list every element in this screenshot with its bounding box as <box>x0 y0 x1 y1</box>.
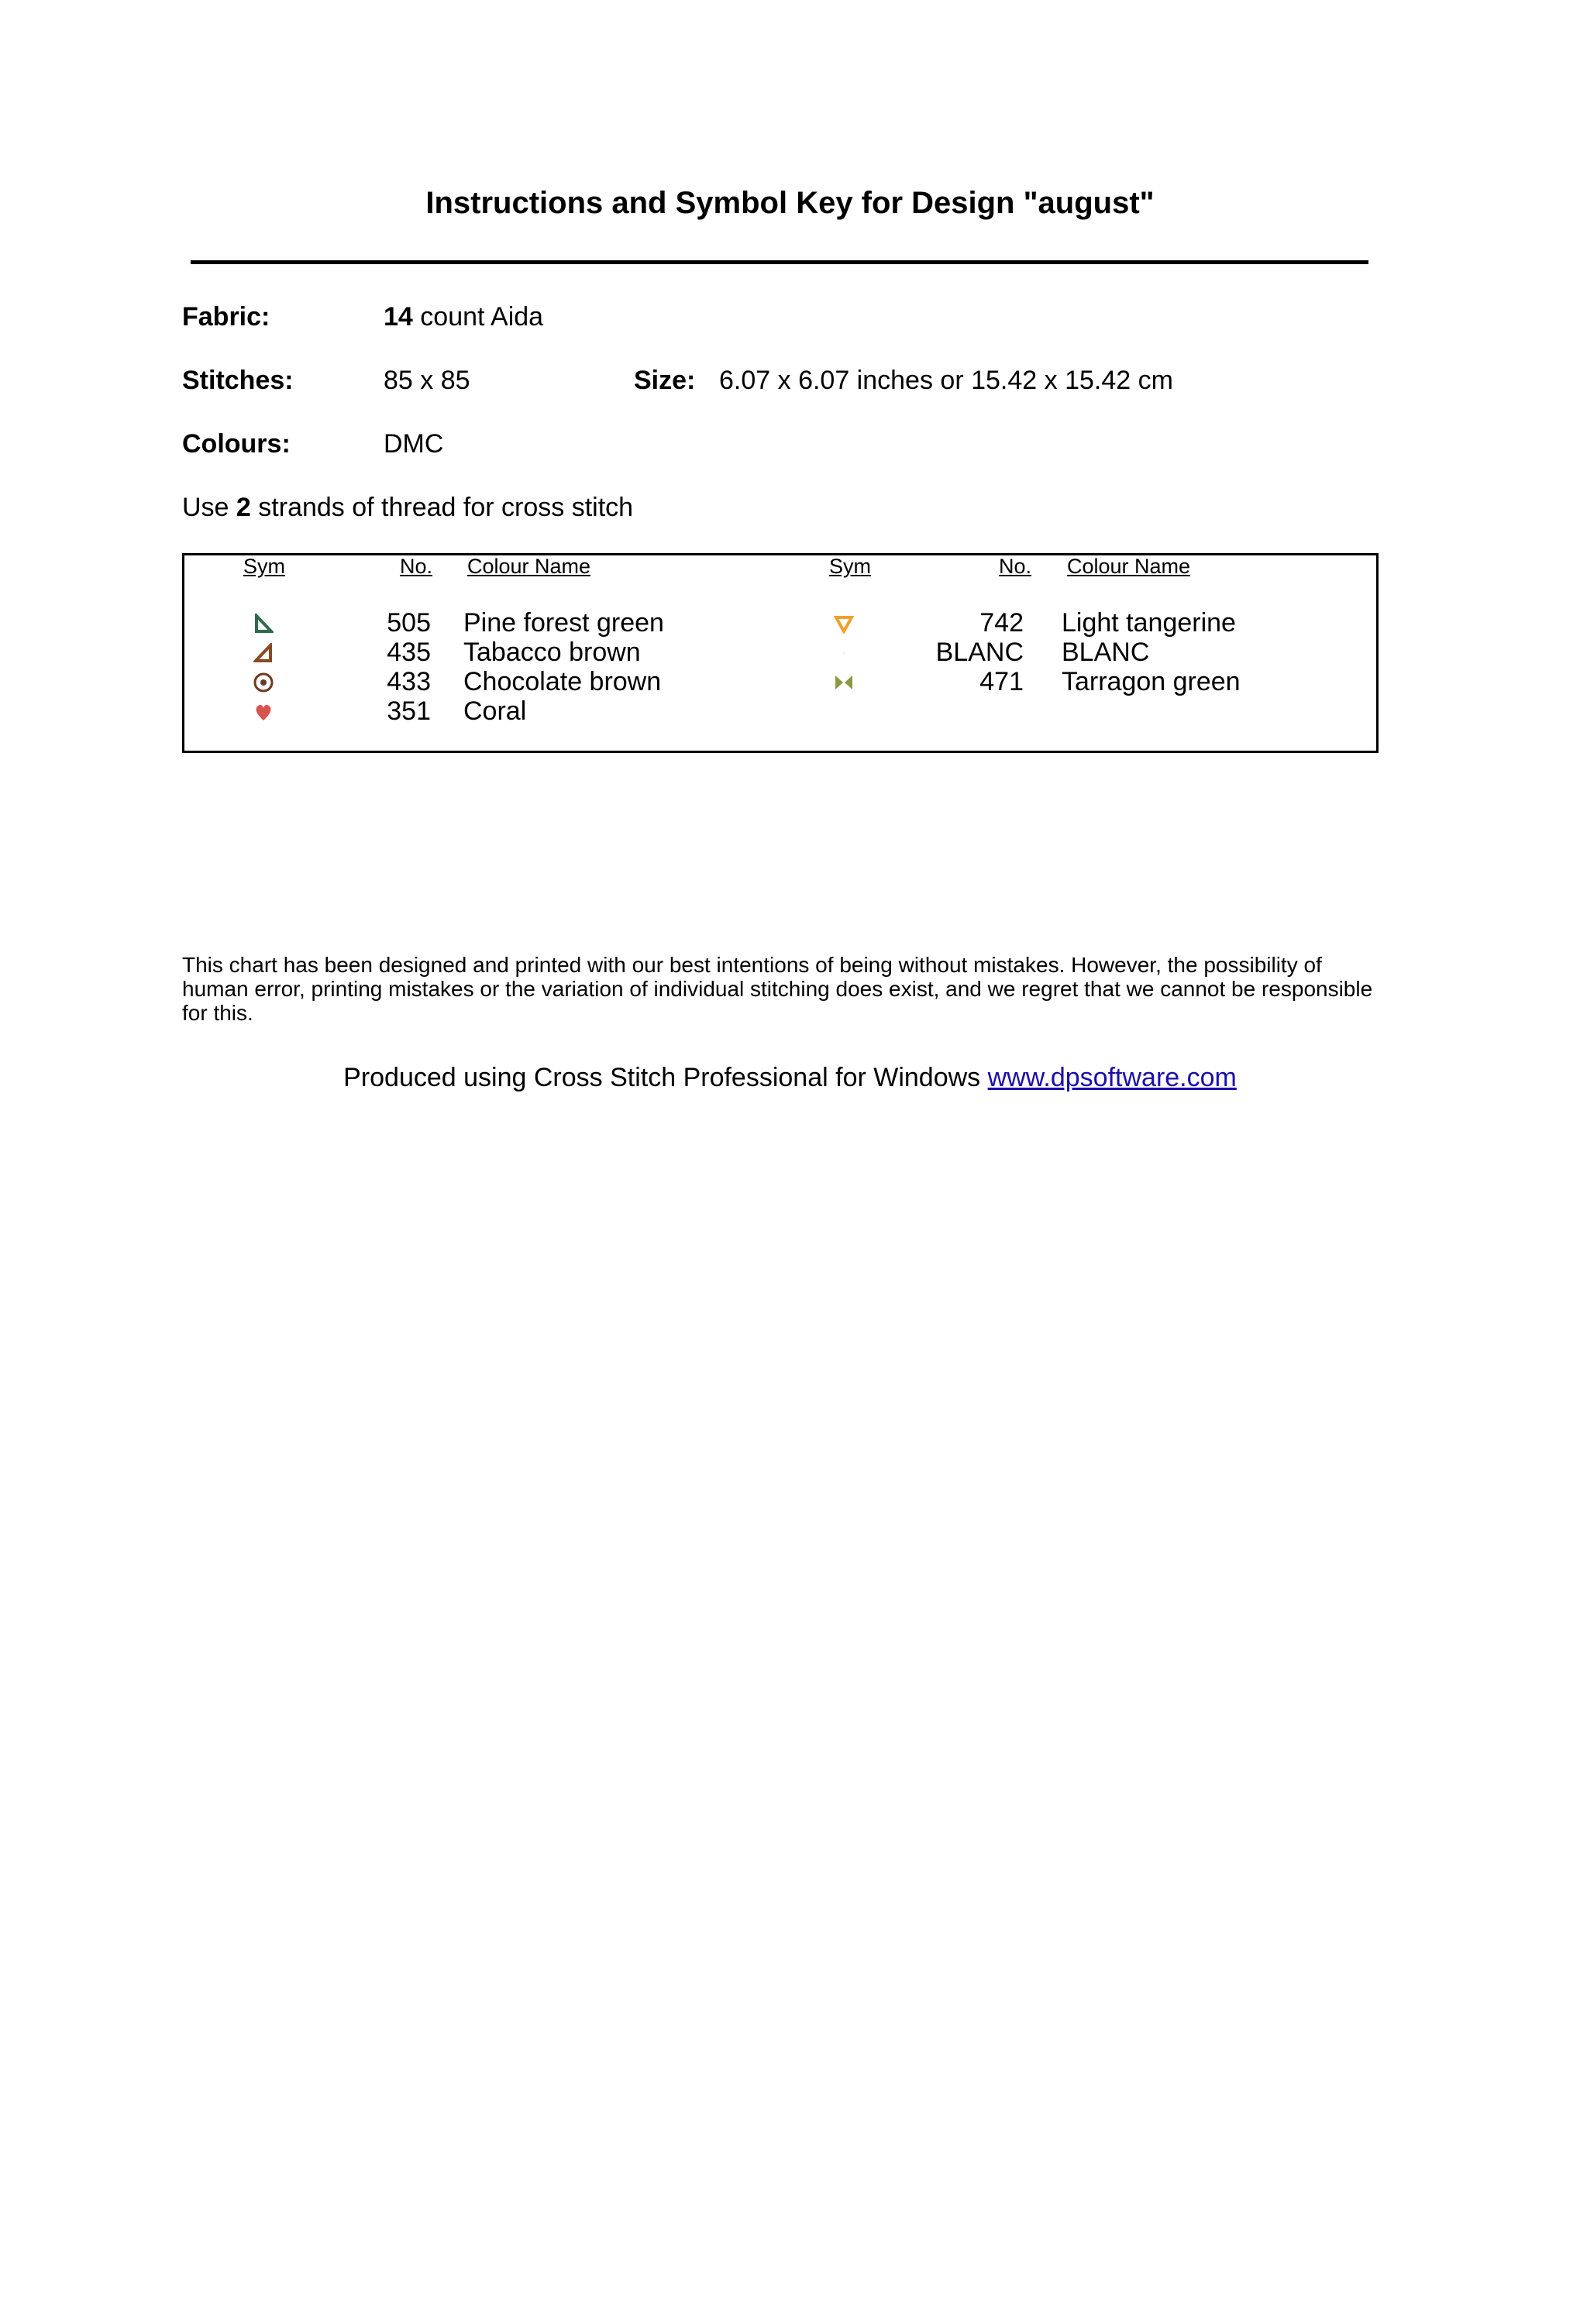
key-row-no: 351 <box>387 696 431 726</box>
bowtie-icon <box>831 669 857 696</box>
page-title: Instructions and Symbol Key for Design "august" <box>425 186 1155 220</box>
strands-prefix: Use <box>182 493 229 522</box>
strands-instruction <box>182 493 633 523</box>
key-row-name: Light tangerine <box>1062 608 1236 638</box>
key-row-no: 433 <box>387 667 431 696</box>
stitches-label: Stitches: <box>182 366 294 395</box>
fabric-label: Fabric: <box>182 302 270 332</box>
header-sym-left: Sym <box>243 555 285 578</box>
key-row-name: Pine forest green <box>463 608 664 638</box>
key-row-no: 471 <box>979 667 1024 696</box>
footer-text: Produced using Cross Stitch Professional for Windows <box>343 1063 981 1092</box>
down-triangle-icon <box>831 610 857 637</box>
header-name-left: Colour Name <box>467 555 591 578</box>
header-no-right: No. <box>999 555 1032 578</box>
disclaimer-text: This chart has been designed and printed with our best intentions of being without mistakes. However, the possibility of human error, printing mistakes or the variation of individual stitching does exist, and we regret that we cannot be responsible for this. <box>182 953 1373 1025</box>
title-divider <box>191 260 1368 264</box>
stitches-value: 85 x 85 <box>384 366 470 395</box>
colours-label: Colours: <box>182 429 291 459</box>
size-value: 6.07 x 6.07 inches or 15.42 x 15.42 cm <box>719 366 1173 395</box>
strands-suffix: strands of thread for cross stitch <box>258 493 634 522</box>
header-sym-right: Sym <box>829 555 871 578</box>
key-row-no: 435 <box>387 638 431 667</box>
fabric-value <box>384 302 543 332</box>
key-row-name: BLANC <box>1062 638 1150 667</box>
key-row-no: 505 <box>387 608 431 638</box>
footer <box>0 1063 1580 1093</box>
dpsoftware-link[interactable]: www.dpsoftware.com <box>987 1063 1237 1092</box>
key-row-name: Chocolate brown <box>463 667 662 696</box>
strands-count: 2 <box>236 493 251 522</box>
key-row-name: Tabacco brown <box>463 638 641 667</box>
target-circle-icon <box>250 669 277 696</box>
header-no-left: No. <box>400 555 433 578</box>
fabric-count: 14 <box>384 302 413 332</box>
heart-icon <box>250 699 277 725</box>
right-triangle-icon <box>250 610 277 637</box>
outline-triangle-icon <box>250 640 277 666</box>
colours-value: DMC <box>384 429 444 459</box>
blank-icon <box>831 640 857 666</box>
key-row-name: Tarragon green <box>1062 667 1241 696</box>
key-row-no: BLANC <box>935 638 1024 667</box>
key-row-no: 742 <box>979 608 1024 638</box>
header-name-right: Colour Name <box>1067 555 1191 578</box>
key-row-name: Coral <box>463 696 527 726</box>
size-label: Size: <box>634 366 696 395</box>
fabric-type: count Aida <box>420 302 544 332</box>
